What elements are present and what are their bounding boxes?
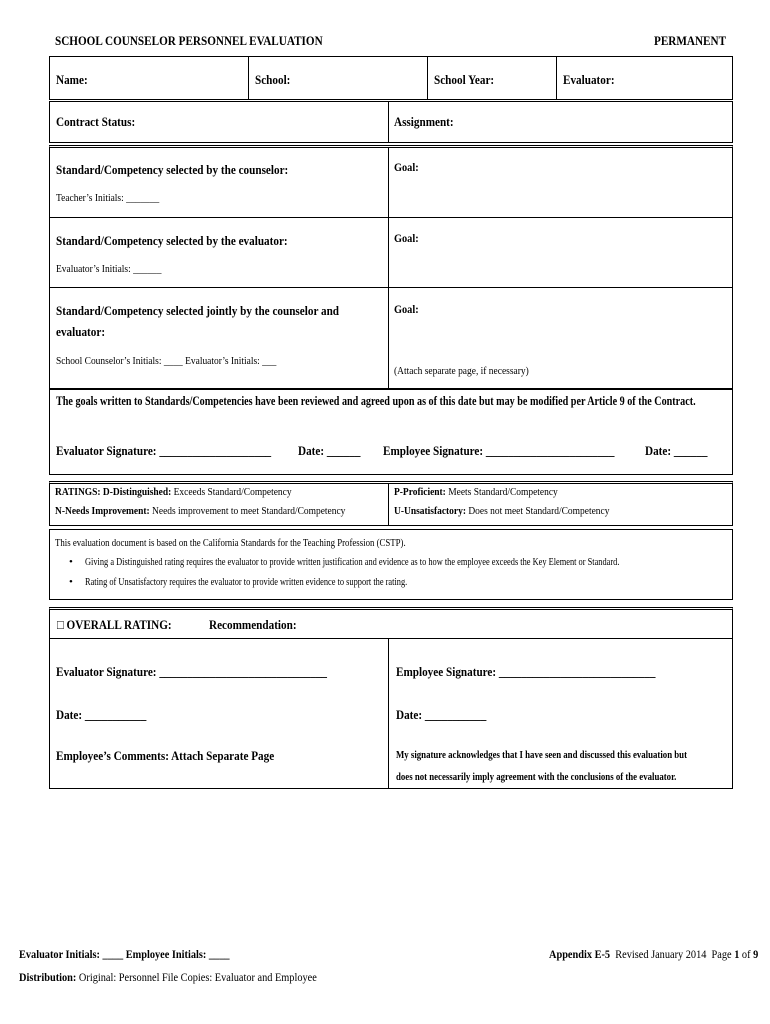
- evaluator-initials[interactable]: Evaluator’s Initials: ______: [56, 263, 162, 275]
- overall-evaluator-signature[interactable]: Evaluator Signature: ______________________________: [56, 664, 328, 679]
- school-year-field[interactable]: School Year:: [434, 72, 495, 87]
- form-type: PERMANENT: [654, 33, 727, 48]
- footer-page-info: Appendix E-5 Revised January 2014 Page 1 of 9: [549, 947, 759, 961]
- overall-rating-label[interactable]: □ OVERALL RATING:: [57, 617, 172, 632]
- checkbox-icon[interactable]: □: [57, 617, 64, 632]
- agreement-evaluator-signature[interactable]: Evaluator Signature: ____________________: [56, 443, 272, 458]
- overall-date-left[interactable]: Date: ___________: [56, 707, 147, 722]
- info-row-1: [49, 56, 733, 100]
- joint-standard-label-2: evaluator:: [56, 324, 106, 339]
- agreement-statement: The goals written to Standards/Competencies have been reviewed and agreed upon as of this date but may be modified per Article 9 of the Contract.: [56, 393, 696, 408]
- joint-initials[interactable]: School Counselor’s Initials: ____ Evaluator’s Initials: ___: [56, 355, 277, 367]
- footer-distribution: Distribution: Original: Personnel File Copies: Evaluator and Employee: [19, 970, 317, 984]
- agreement-employee-signature[interactable]: Employee Signature: _______________________: [383, 443, 615, 458]
- overall-employee-signature[interactable]: Employee Signature: ____________________________: [396, 664, 656, 679]
- rating-distinguished: RATINGS: D-Distinguished: Exceeds Standard/Competency: [55, 486, 292, 498]
- form-title: SCHOOL COUNSELOR PERSONNEL EVALUATION: [55, 33, 323, 48]
- goal-label-1: Goal:: [394, 160, 419, 174]
- notes-bullet: • Giving a Distinguished rating requires the evaluator to provide written justification and evidence as to how the employee exceeds the Key Element or Standard.: [55, 556, 770, 576]
- joint-standard-label-1: Standard/Competency selected jointly by the counselor and: [56, 303, 340, 318]
- teacher-initials[interactable]: Teacher’s Initials: _______: [56, 192, 160, 204]
- agreement-date-1[interactable]: Date: ______: [298, 443, 361, 458]
- rating-needs-improvement: N-Needs Improvement: Needs improvement to meet Standard/Competency: [55, 505, 346, 517]
- notes-bullet: • Rating of Unsatisfactory requires the evaluator to provide written evidence to support the rating.: [55, 576, 770, 588]
- employee-comments-label: Employee’s Comments: Attach Separate Page: [56, 748, 275, 763]
- name-field[interactable]: Name:: [56, 72, 88, 87]
- recommendation-label: Recommendation:: [209, 617, 297, 632]
- evaluator-field[interactable]: Evaluator:: [563, 72, 615, 87]
- rating-unsatisfactory: U-Unsatisfactory: Does not meet Standard/Competency: [394, 505, 610, 517]
- goal-label-3: Goal:: [394, 302, 419, 316]
- rating-proficient: P-Proficient: Meets Standard/Competency: [394, 486, 558, 498]
- counselor-standard-label: Standard/Competency selected by the counselor:: [56, 162, 289, 177]
- overall-date-right[interactable]: Date: ___________: [396, 707, 487, 722]
- evaluator-standard-label: Standard/Competency selected by the evaluator:: [56, 233, 288, 248]
- assignment-field[interactable]: Assignment:: [394, 114, 454, 129]
- school-field[interactable]: School:: [255, 72, 291, 87]
- info-row-2: [49, 101, 733, 143]
- attach-note: (Attach separate page, if necessary): [394, 365, 529, 377]
- contract-status-field[interactable]: Contract Status:: [56, 114, 136, 129]
- footer-initials[interactable]: Evaluator Initials: ____ Employee Initials: ____: [19, 947, 230, 961]
- notes-intro: This evaluation document is based on the California Standards for the Teaching Profession (CSTP).: [55, 537, 406, 549]
- acknowledgment-line-2: does not necessarily imply agreement with the conclusions of the evaluator.: [396, 771, 677, 783]
- acknowledgment-line-1: My signature acknowledges that I have seen and discussed this evaluation but: [396, 749, 688, 761]
- notes-bullet-list: [55, 556, 770, 588]
- agreement-date-2[interactable]: Date: ______: [645, 443, 708, 458]
- goal-label-2: Goal:: [394, 231, 419, 245]
